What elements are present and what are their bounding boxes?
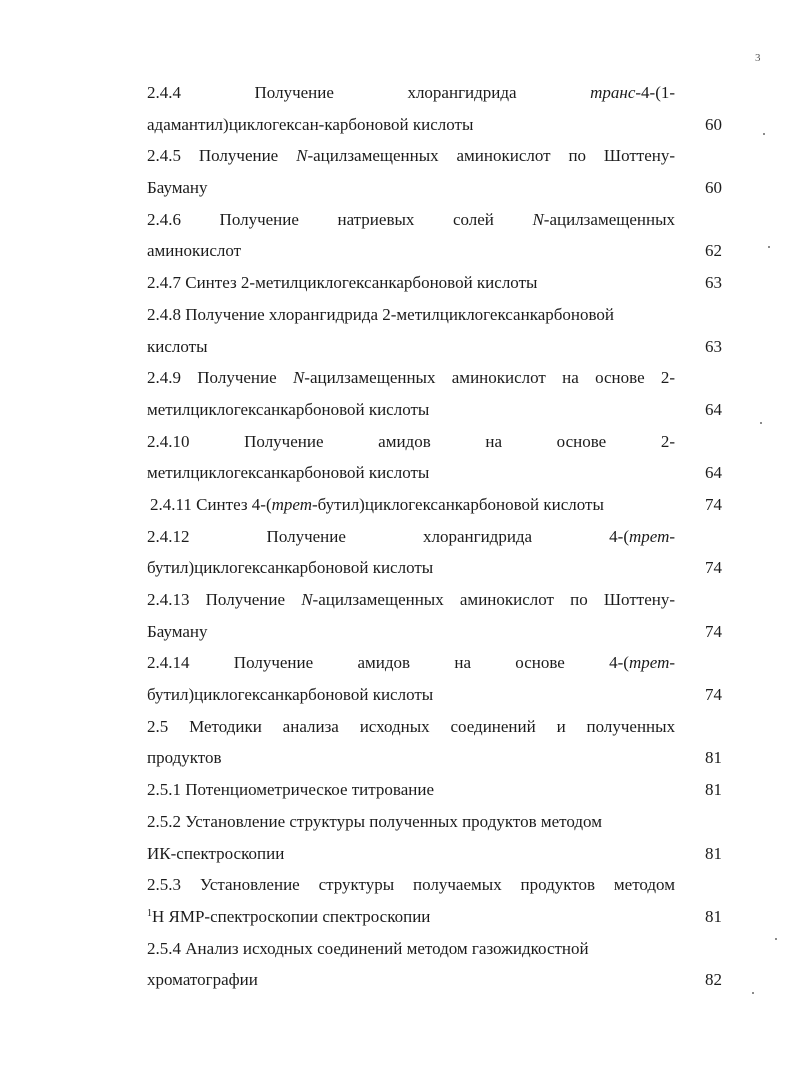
entry-page: 62 [705,241,722,261]
entry-line: 2.4.11 Синтез 4-(трет-бутил)циклогексанкарбоновой кислоты [150,494,604,514]
entry-page: 81 [705,748,722,768]
entry-page: 81 [705,906,722,926]
entry-line: 2.4.4 Получение хлорангидрида транс-4-(1- [147,83,676,102]
entry-page: 63 [705,273,722,293]
entry-page: 74 [705,494,722,514]
toc-entry-2-4-13[interactable] [147,584,722,647]
entry-line: Бауману [147,178,208,198]
toc-entry-2-4-10[interactable] [147,426,722,489]
entry-line: бутил)циклогексанкарбоновой кислоты [147,558,434,578]
toc-entry-2-4-12[interactable] [147,521,722,584]
entry-line: 2.4.9 Получение N-ацилзамещенных аминокислот на основе 2- [147,368,676,388]
entry-line: адамантил)циклогексан-карбоновой кислоты [147,114,474,134]
toc-entry-2-5-1[interactable] [147,774,722,806]
entry-line: метилциклогексанкарбоновой кислоты [147,399,430,419]
superscript-one: 1 [147,907,152,919]
entry-line: $^1$Н ЯМР-спектроскопии спектроскопии [147,906,431,926]
entry-line: бутил)циклогексанкарбоновой кислоты [147,685,434,705]
entry-line: 2.4.6 Получение натриевых солей N-ацилзамещенных [147,209,675,229]
entry-line: хроматографии [147,970,258,990]
entry-line: 2.5 Методики анализа исходных соединений и полученных [147,716,676,736]
entry-line: 2.5.1 Потенциометрическое титрование [147,780,434,800]
scan-speck [763,133,765,135]
entry-line: аминокислот [147,241,242,261]
entry-line: 2.4.12 Получение хлорангидрида 4-(трет- [147,526,676,546]
entry-line: 2.5.2 Установление структуры полученных продуктов методом [147,811,602,831]
toc-entry-2-5-4[interactable] [147,933,722,996]
toc-entry-2-5-2[interactable] [147,806,722,869]
entry-line: ИК-спектроскопии [147,843,285,863]
entry-page: 81 [705,780,722,800]
entry-line: Бауману [147,621,208,641]
toc-entry-2-4-4[interactable] [147,77,722,140]
page-number: 3 [755,52,761,64]
scan-speck [760,422,762,424]
toc-entry-2-4-11[interactable] [147,489,722,521]
entry-page: 74 [705,558,722,578]
scan-speck [768,246,770,248]
entry-page: 63 [705,336,722,356]
entry-line: метилциклогексанкарбоновой кислоты [147,463,430,483]
toc-entry-2-4-9[interactable] [147,362,722,425]
entry-page: 74 [705,685,722,705]
entry-line: кислоты [147,336,208,356]
entry-line: 2.4.8 Получение хлорангидрида 2-метилциклогексанкарбоновой [147,304,615,324]
scan-speck [752,992,754,994]
entry-page: 82 [705,970,722,990]
entry-page: 64 [705,399,722,419]
entry-line: 2.4.13 Получение N-ацилзамещенных аминокислот по Шоттену- [147,590,675,609]
entry-page: 64 [705,463,722,483]
table-of-contents [147,77,722,996]
entry-line: 2.5.4 Анализ исходных соединений методом газожидкостной [147,938,589,958]
italic-prefix: транс-4-(1- [590,83,676,102]
entry-line: 2.4.5 Получение N-ацилзамещенных аминокислот по Шоттену- [147,146,676,166]
toc-entry-2-4-7[interactable] [147,267,722,299]
toc-entry-2-5-3[interactable] [147,869,722,932]
entry-page: 74 [705,621,722,641]
entry-page: 81 [705,843,722,863]
toc-entry-2-4-6[interactable] [147,204,722,267]
entry-page: 60 [705,178,722,198]
toc-entry-2-4-5[interactable] [147,140,722,203]
entry-page: 60 [705,114,722,134]
toc-entry-2-4-14[interactable] [147,647,722,710]
scan-speck [775,938,777,940]
entry-line: продуктов [147,748,222,768]
entry-line: 2.4.7 Синтез 2-метилциклогексанкарбоновой кислоты [147,273,538,293]
entry-line: 2.5.3 Установление структуры получаемых продуктов методом [147,875,675,895]
toc-entry-2-5[interactable] [147,711,722,774]
entry-line: 2.4.10 Получение амидов на основе 2- [147,431,676,451]
entry-line: 2.4.14 Получение амидов на основе 4-(трет- [147,653,676,673]
toc-entry-2-4-8[interactable] [147,299,722,362]
